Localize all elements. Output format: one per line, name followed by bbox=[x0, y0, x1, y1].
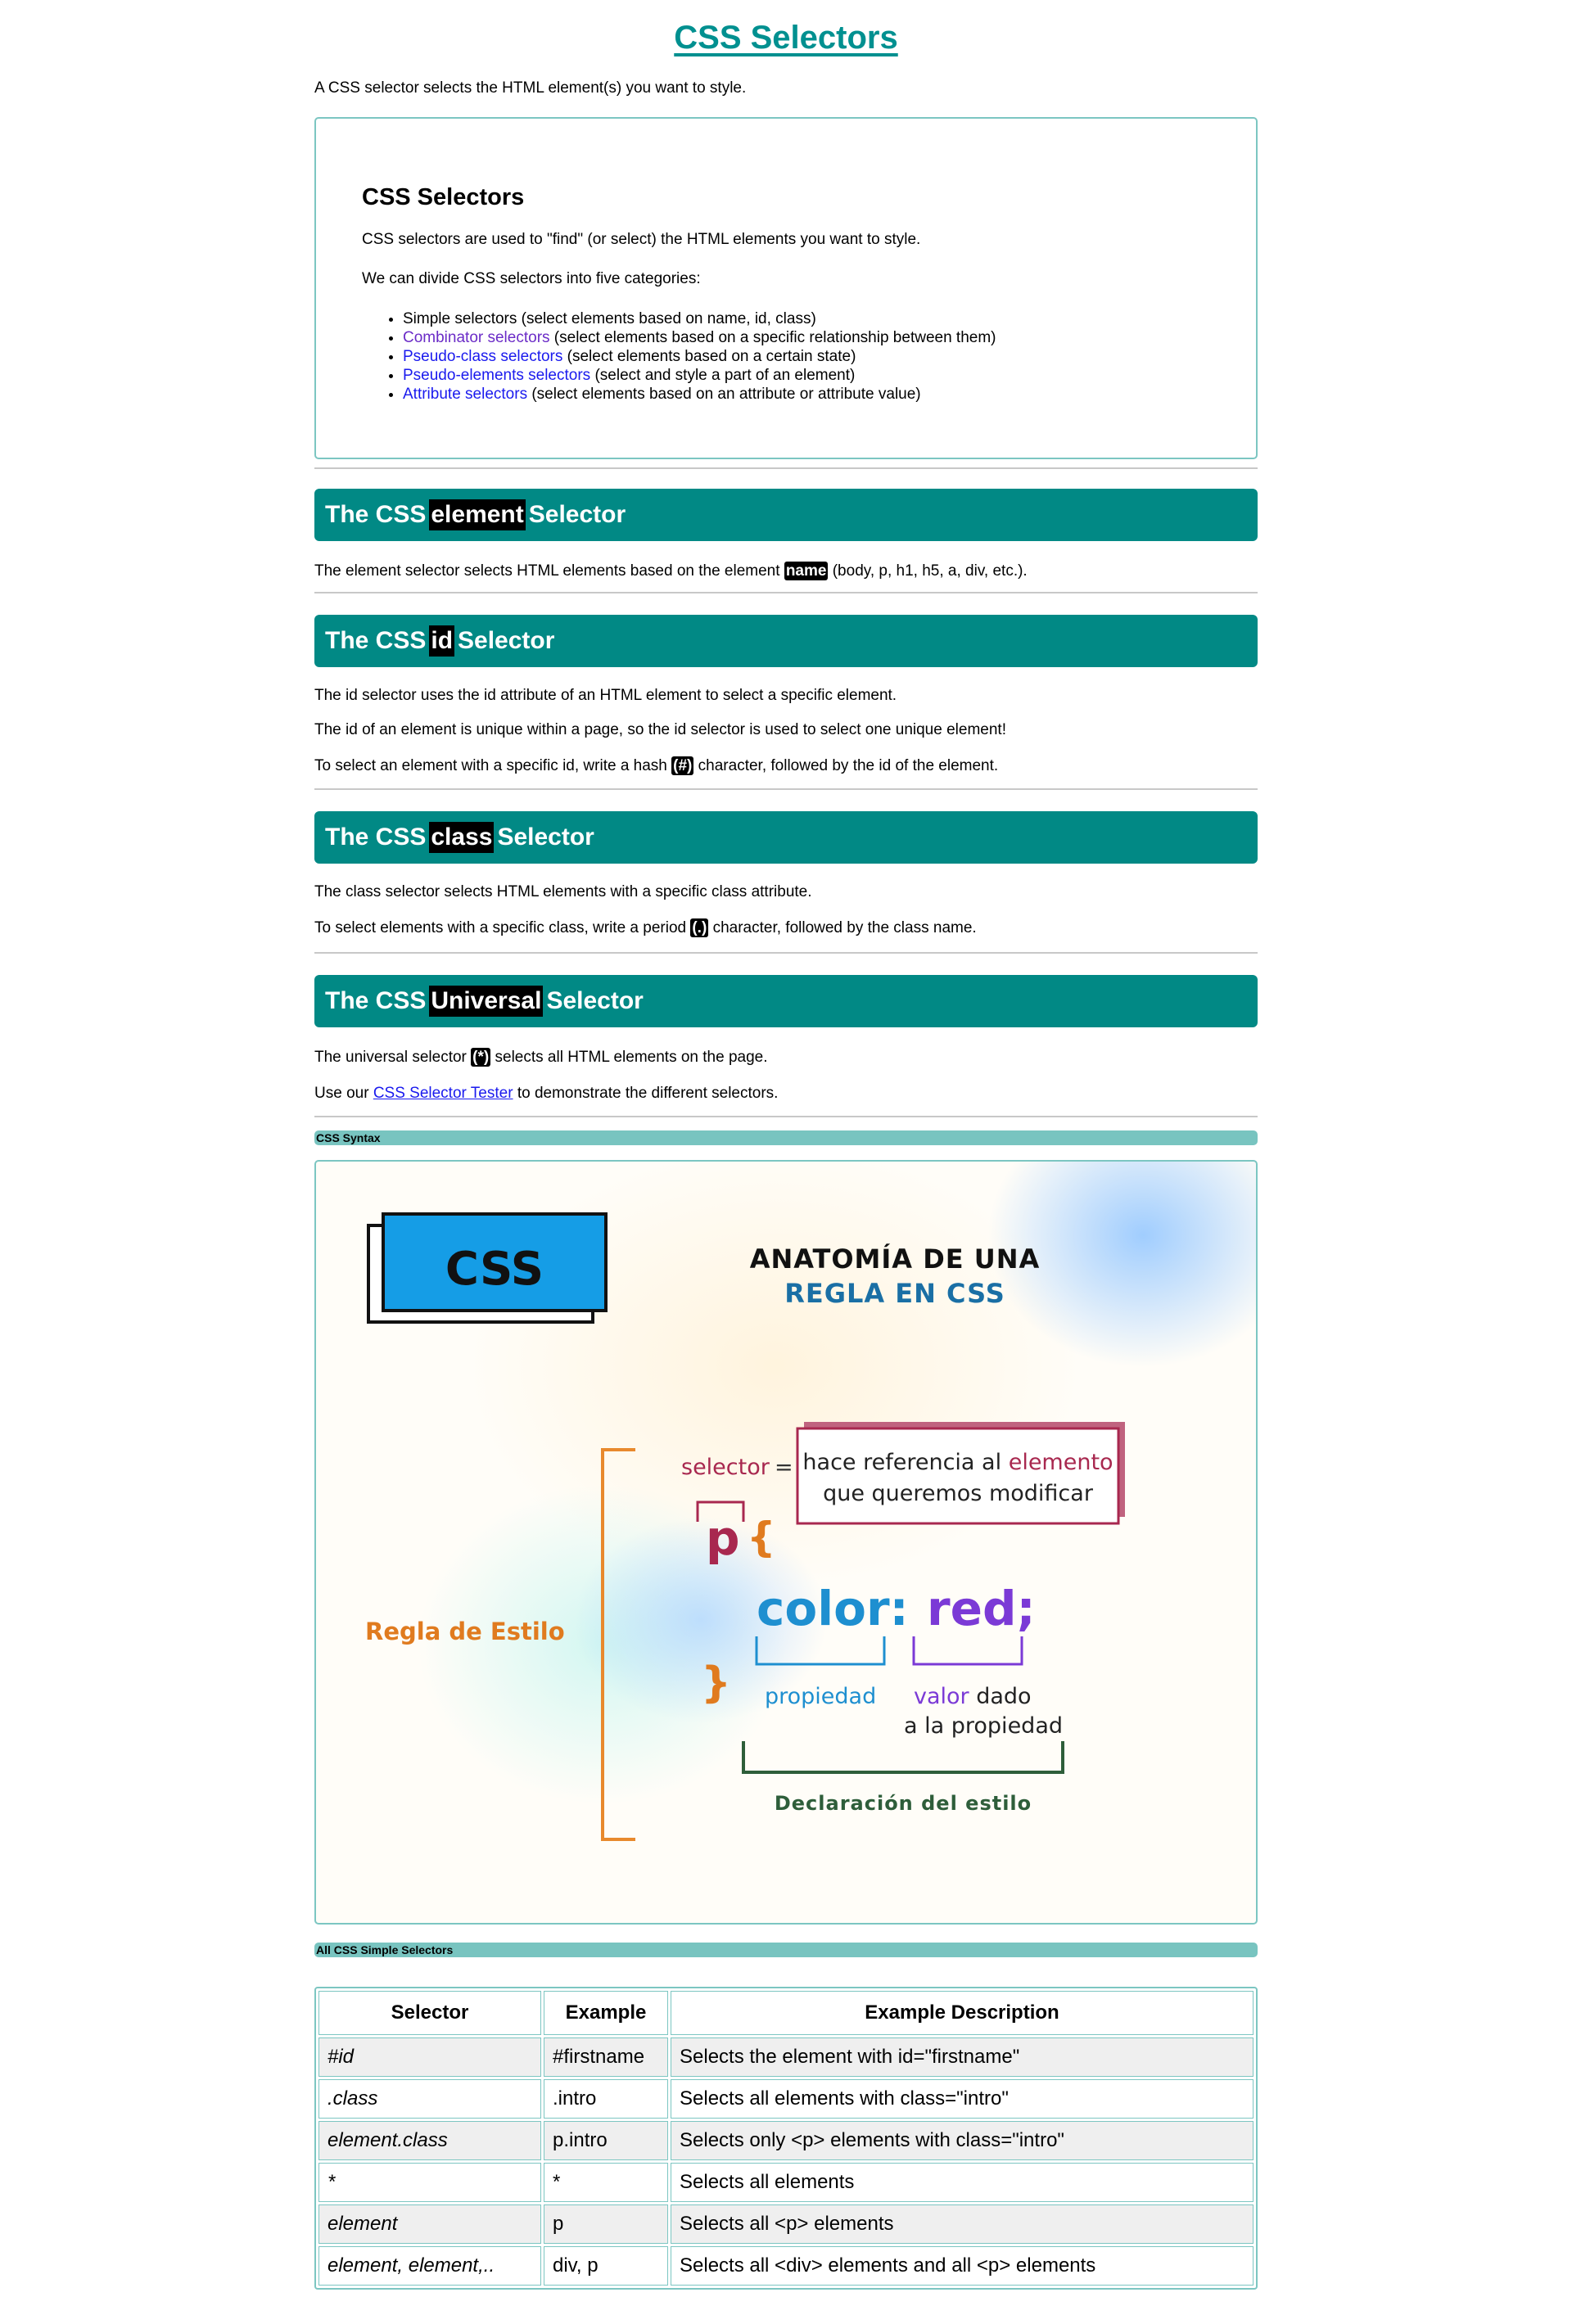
selector-label: selector bbox=[681, 1455, 770, 1480]
text-span: To select an element with a specific id, write a hash bbox=[314, 757, 672, 774]
selector-tester-link[interactable]: CSS Selector Tester bbox=[373, 1085, 513, 1102]
text-span: selects all HTML elements on the page. bbox=[490, 1049, 768, 1066]
heading-highlight: Universal bbox=[429, 986, 543, 1017]
table-row bbox=[318, 2079, 1254, 2119]
table-cell: div, p bbox=[544, 2246, 668, 2286]
heading-text: Selector bbox=[497, 824, 594, 851]
table-cell: Selects the element with id="firstname" bbox=[671, 2037, 1254, 2077]
column-header-description: Example Description bbox=[671, 1991, 1254, 2035]
table-cell: element bbox=[318, 2204, 541, 2244]
rule-label: Regla de Estilo bbox=[365, 1618, 565, 1645]
callout-box bbox=[797, 1428, 1118, 1523]
list-item-text: (select elements based on a certain state) bbox=[562, 348, 856, 365]
content-column bbox=[314, 0, 1258, 2290]
table-row bbox=[318, 2204, 1254, 2244]
intro-paragraph-1: CSS selectors are used to "find" (or select) the HTML elements you want to style. bbox=[362, 231, 921, 248]
table-cell: p.intro bbox=[544, 2121, 668, 2160]
selector-p: p bbox=[706, 1510, 740, 1566]
element-selector-heading bbox=[314, 489, 1258, 541]
list-item-text: (select elements based on an attribute or attribute value) bbox=[527, 386, 921, 403]
attribute-link[interactable]: Attribute selectors bbox=[403, 386, 528, 403]
value-bracket bbox=[914, 1636, 1022, 1664]
class-selector-heading bbox=[314, 811, 1258, 864]
list-item-text: (select and style a part of an element) bbox=[590, 367, 856, 384]
heading-text: The CSS bbox=[325, 824, 427, 851]
diagram-heading-1: ANATOMÍA DE UNA bbox=[749, 1243, 1041, 1275]
value-label-2: a la propiedad bbox=[904, 1713, 1063, 1739]
table-cell: Selects all elements with class="intro" bbox=[671, 2079, 1254, 2119]
value-label: valor dado bbox=[914, 1684, 1032, 1709]
code-highlight: (#) bbox=[673, 757, 693, 774]
table-cell: Selects only <p> elements with class="intro" bbox=[671, 2121, 1254, 2160]
css-syntax-label: CSS Syntax bbox=[314, 1130, 1258, 1145]
diagram-heading-2: REGLA EN CSS bbox=[784, 1278, 1005, 1309]
code-highlight: name bbox=[785, 562, 827, 580]
list-item bbox=[403, 366, 1210, 385]
text-span: to demonstrate the different selectors. bbox=[513, 1085, 779, 1102]
id-text-2: The id of an element is unique within a page, so the id selector is used to select one unique element! bbox=[314, 721, 1006, 738]
id-text-1: The id selector uses the id attribute of an HTML element to select a specific element. bbox=[314, 687, 897, 704]
code-highlight: (.) bbox=[692, 919, 707, 936]
id-selector-heading bbox=[314, 615, 1258, 667]
combinator-link[interactable]: Combinator selectors bbox=[403, 329, 550, 346]
table-cell: Selects all <div> elements and all <p> elements bbox=[671, 2246, 1254, 2286]
text-span: (body, p, h1, h5, a, div, etc.). bbox=[828, 562, 1028, 580]
css-logo-icon: CSS bbox=[445, 1243, 544, 1296]
table-cell: .intro bbox=[544, 2079, 668, 2119]
list-item bbox=[403, 347, 1210, 366]
element-selector-text bbox=[314, 562, 1258, 580]
table-row bbox=[318, 2037, 1254, 2077]
list-item-text: (select elements based on a specific relationship between them) bbox=[549, 329, 996, 346]
callout-line-2: que queremos modificar bbox=[823, 1481, 1093, 1506]
table-cell: #id bbox=[318, 2037, 541, 2077]
text-span: To select elements with a specific class, write a period bbox=[314, 919, 691, 936]
close-brace: } bbox=[701, 1658, 732, 1708]
column-header-example: Example bbox=[544, 1991, 668, 2035]
property-bracket bbox=[757, 1636, 884, 1664]
universal-text-1 bbox=[314, 1049, 1258, 1067]
callout-line-1: hace referencia al elemento bbox=[802, 1450, 1114, 1475]
heading-highlight: class bbox=[429, 822, 494, 853]
pseudo-class-link[interactable]: Pseudo-class selectors bbox=[403, 348, 563, 365]
simple-selectors-table bbox=[314, 1987, 1258, 2290]
list-item bbox=[403, 328, 1210, 347]
page-title: CSS Selectors bbox=[674, 20, 898, 56]
property-label: propiedad bbox=[765, 1684, 877, 1709]
equals-sign: = bbox=[775, 1455, 793, 1480]
universal-selector-heading bbox=[314, 975, 1258, 1027]
text-span: Use our bbox=[314, 1085, 373, 1102]
list-item bbox=[403, 309, 1210, 328]
table-cell: Selects all elements bbox=[671, 2163, 1254, 2202]
table-cell: * bbox=[318, 2163, 541, 2202]
table-cell: Selects all <p> elements bbox=[671, 2204, 1254, 2244]
divider bbox=[314, 788, 1258, 790]
divider bbox=[314, 1116, 1258, 1117]
class-text-1: The class selector selects HTML elements with a specific class attribute. bbox=[314, 883, 812, 900]
intro-box bbox=[314, 117, 1258, 459]
universal-text-2 bbox=[314, 1085, 1258, 1103]
heading-text: Selector bbox=[546, 987, 644, 1014]
text-span: character, followed by the id of the element. bbox=[693, 757, 999, 774]
pseudo-elements-link[interactable]: Pseudo-elements selectors bbox=[403, 367, 591, 384]
value-text: red; bbox=[927, 1581, 1036, 1636]
code-highlight: (*) bbox=[472, 1049, 490, 1066]
declaration-bracket bbox=[743, 1741, 1063, 1772]
text-span: The element selector selects HTML elements based on the element bbox=[314, 562, 784, 580]
simple-selectors-label: All CSS Simple Selectors bbox=[314, 1943, 1258, 1957]
page-lead: A CSS selector selects the HTML element(s) you want to style. bbox=[314, 79, 747, 97]
table-row bbox=[318, 2246, 1254, 2286]
divider bbox=[314, 467, 1258, 469]
table-row bbox=[318, 2121, 1254, 2160]
divider bbox=[314, 592, 1258, 593]
table-cell: .class bbox=[318, 2079, 541, 2119]
heading-text: The CSS bbox=[325, 627, 427, 654]
heading-text: The CSS bbox=[325, 987, 427, 1014]
table-header-row bbox=[318, 1991, 1254, 2035]
id-text-3 bbox=[314, 757, 1258, 775]
intro-heading: CSS Selectors bbox=[362, 184, 525, 210]
divider bbox=[314, 952, 1258, 954]
table-cell: p bbox=[544, 2204, 668, 2244]
css-syntax-diagram bbox=[314, 1160, 1258, 1925]
column-header-selector: Selector bbox=[318, 1991, 541, 2035]
category-list bbox=[362, 309, 1210, 404]
table-row bbox=[318, 2163, 1254, 2202]
table-cell: #firstname bbox=[544, 2037, 668, 2077]
text-span: The universal selector bbox=[314, 1049, 472, 1066]
open-brace: { bbox=[747, 1514, 776, 1561]
heading-highlight: element bbox=[429, 499, 525, 530]
list-item bbox=[403, 385, 1210, 404]
heading-text: The CSS bbox=[325, 501, 427, 528]
text-span: character, followed by the class name. bbox=[708, 919, 977, 936]
heading-highlight: id bbox=[429, 625, 454, 657]
list-item-text: Simple selectors (select elements based on name, id, class) bbox=[403, 310, 816, 327]
table-cell: * bbox=[544, 2163, 668, 2202]
property-text: color: bbox=[757, 1581, 909, 1636]
class-text-2 bbox=[314, 919, 1258, 937]
table-cell: element, element,.. bbox=[318, 2246, 541, 2286]
intro-paragraph-2: We can divide CSS selectors into five categories: bbox=[362, 270, 701, 287]
diagram-svg bbox=[316, 1162, 1256, 1923]
table-cell: element.class bbox=[318, 2121, 541, 2160]
rule-bracket bbox=[603, 1450, 635, 1839]
heading-text: Selector bbox=[458, 627, 555, 654]
declaration-label: Declaración del estilo bbox=[774, 1792, 1032, 1815]
heading-text: Selector bbox=[528, 501, 626, 528]
